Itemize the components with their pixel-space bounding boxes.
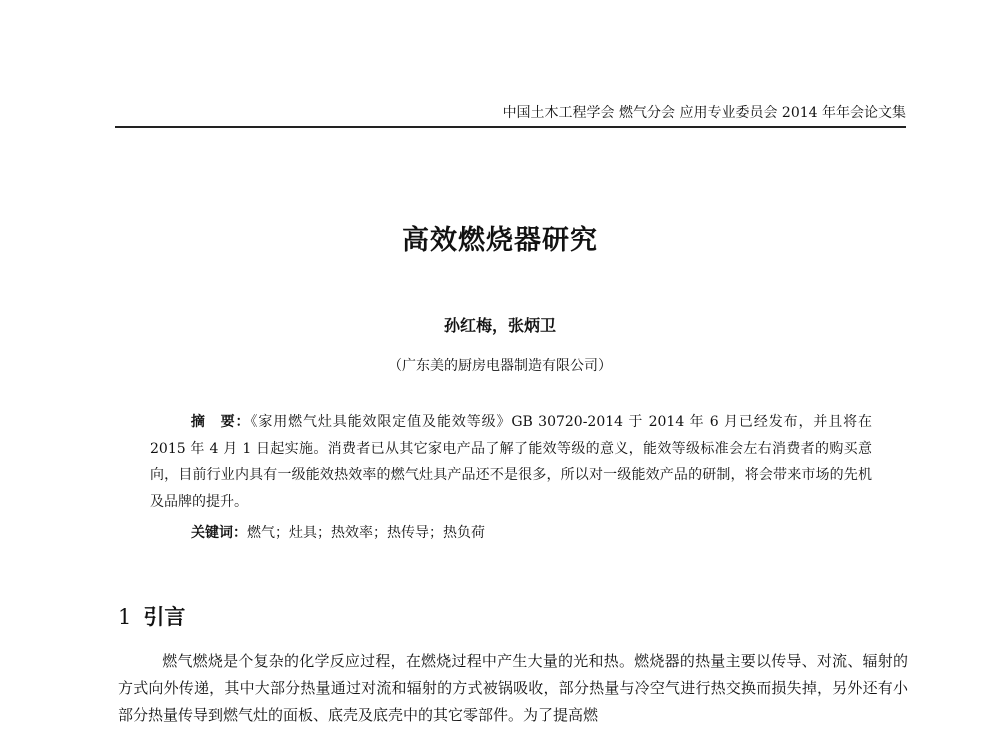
keywords-text: 燃气；灶具；热效率；热传导；热负荷 [247, 525, 485, 541]
header-rule [115, 126, 906, 128]
running-header: 中国土木工程学会 燃气分会 应用专业委员会 2014 年年会论文集 [502, 105, 906, 121]
paper-authors: 孙红梅，张炳卫 [443, 316, 556, 335]
section-heading [118, 601, 185, 631]
keywords [191, 522, 485, 542]
section-number: 1 [118, 605, 132, 629]
abstract [150, 409, 872, 515]
keywords-label: 关键词： [191, 525, 247, 541]
paper-affiliation: （广东美的厨房电器制造有限公司） [388, 358, 612, 374]
paper-title: 高效燃烧器研究 [402, 225, 598, 256]
paragraph-text: 燃气燃烧是个复杂的化学反应过程，在燃烧过程中产生大量的光和热。燃烧器的热量主要以传导、对流、辐射的方式向外传递，其中大部分热量通过对流和辐射的方式被锅吸收，部分热量与冷空气进行热交换而损失掉，另外还有小部分热量传导到燃气灶的面板、底壳及底壳中的其它零部件。为了提高燃 [118, 652, 908, 724]
abstract-label: 摘 要： [190, 414, 251, 430]
section-title: 引言 [143, 605, 186, 629]
abstract-text: 《家用燃气灶具能效限定值及能效等级》GB 30720-2014 于 2014 年 6 月已经发布，并且将在 2015 年 4 月 1 日起实施。消费者已从其它家电产品了解了能效等级的意义，能效等级标准会左右消费者的购买意向，目前行业内具有一级能效热效率的燃气灶具产品还不是很多，所以对一级能效产品的研制，将会带来市场的先机及品牌的提升。 [150, 414, 873, 510]
section-paragraph [118, 648, 908, 729]
